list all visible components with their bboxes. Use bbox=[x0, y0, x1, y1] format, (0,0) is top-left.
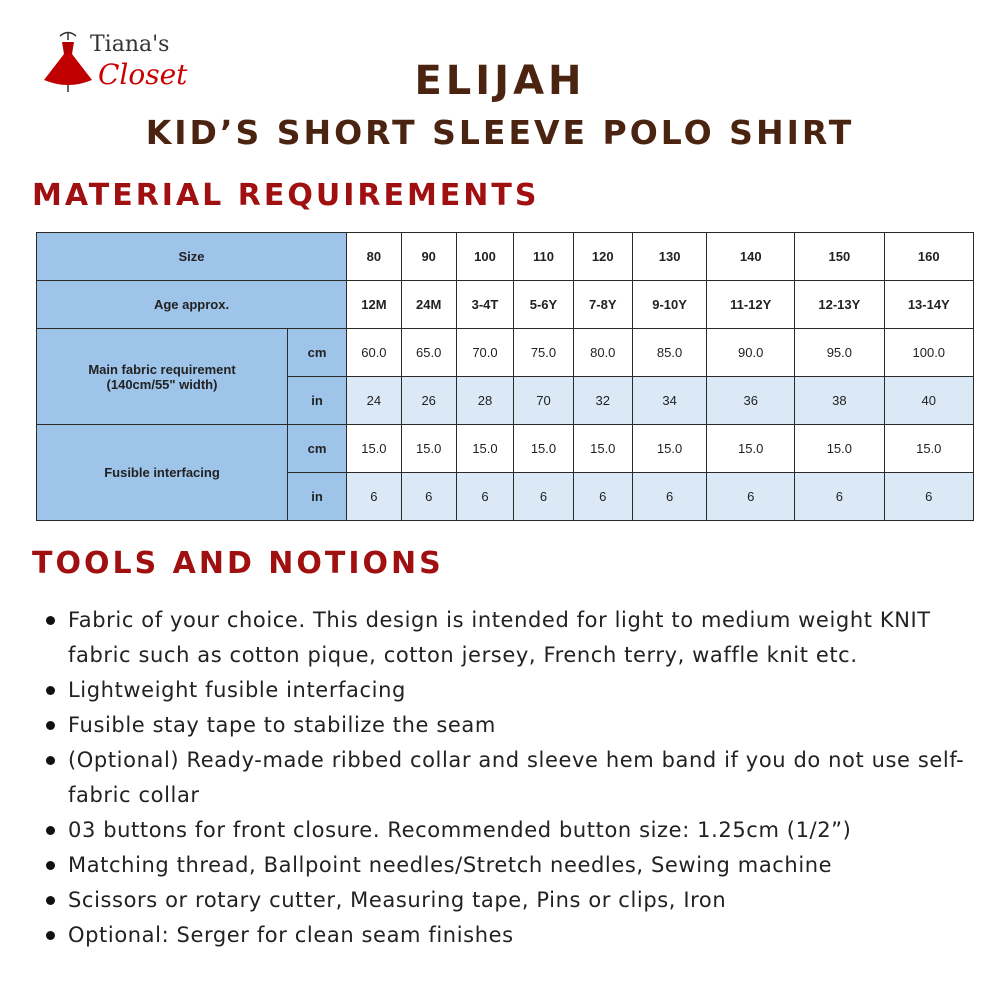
interfacing-cm-cell: 15.0 bbox=[514, 425, 573, 473]
list-item bbox=[38, 813, 968, 848]
main-fabric-cm-cell: 90.0 bbox=[707, 329, 795, 377]
main-fabric-label bbox=[37, 329, 288, 425]
size-cell: 130 bbox=[632, 233, 706, 281]
main-fabric-cm-cell: 65.0 bbox=[401, 329, 456, 377]
interfacing-cm-cell: 15.0 bbox=[632, 425, 706, 473]
main-fabric-label-line1: Main fabric requirement bbox=[88, 361, 236, 377]
main-fabric-in-cell: 40 bbox=[884, 377, 973, 425]
interfacing-label: Fusible interfacing bbox=[37, 425, 288, 521]
list-item bbox=[38, 918, 968, 953]
bullet-icon bbox=[46, 686, 55, 695]
main-fabric-cm-cell: 75.0 bbox=[514, 329, 573, 377]
size-cell: 110 bbox=[514, 233, 573, 281]
list-item bbox=[38, 848, 968, 883]
age-cell: 9-10Y bbox=[632, 281, 706, 329]
list-item bbox=[38, 603, 968, 673]
main-fabric-in-cell: 24 bbox=[347, 377, 402, 425]
main-fabric-in-cell: 38 bbox=[795, 377, 884, 425]
tools-list bbox=[38, 603, 968, 953]
main-fabric-cm-row bbox=[37, 329, 974, 377]
bullet-icon bbox=[46, 616, 55, 625]
main-fabric-cm-cell: 70.0 bbox=[456, 329, 514, 377]
interfacing-cm-cell: 15.0 bbox=[456, 425, 514, 473]
bullet-icon bbox=[46, 861, 55, 870]
interfacing-cm-cell: 15.0 bbox=[795, 425, 884, 473]
list-item-text: Optional: Serger for clean seam finishes bbox=[68, 923, 514, 947]
main-fabric-in-cell: 26 bbox=[401, 377, 456, 425]
interfacing-in-cell: 6 bbox=[884, 473, 973, 521]
age-cell: 11-12Y bbox=[707, 281, 795, 329]
age-cell: 12-13Y bbox=[795, 281, 884, 329]
pattern-title: ELIJAH bbox=[414, 58, 586, 104]
age-cell: 7-8Y bbox=[573, 281, 632, 329]
list-item-text: Matching thread, Ballpoint needles/Stretch needles, Sewing machine bbox=[68, 853, 833, 877]
interfacing-cm-cell: 15.0 bbox=[707, 425, 795, 473]
interfacing-in-cell: 6 bbox=[456, 473, 514, 521]
interfacing-in-cell: 6 bbox=[707, 473, 795, 521]
size-cell: 80 bbox=[347, 233, 402, 281]
interfacing-cm-cell: 15.0 bbox=[573, 425, 632, 473]
main-fabric-in-cell: 28 bbox=[456, 377, 514, 425]
interfacing-cm-row bbox=[37, 425, 974, 473]
size-cell: 150 bbox=[795, 233, 884, 281]
main-fabric-in-cell: 70 bbox=[514, 377, 573, 425]
size-row bbox=[37, 233, 974, 281]
unit-cm: cm bbox=[288, 329, 347, 377]
size-cell: 90 bbox=[401, 233, 456, 281]
age-cell: 3-4T bbox=[456, 281, 514, 329]
interfacing-in-cell: 6 bbox=[401, 473, 456, 521]
list-item-text: 03 buttons for front closure. Recommended button size: 1.25cm (1/2”) bbox=[68, 818, 852, 842]
size-label: Size bbox=[37, 233, 347, 281]
unit-in: in bbox=[288, 473, 347, 521]
bullet-icon bbox=[46, 931, 55, 940]
main-fabric-cm-cell: 85.0 bbox=[632, 329, 706, 377]
unit-in: in bbox=[288, 377, 347, 425]
main-fabric-cm-cell: 100.0 bbox=[884, 329, 973, 377]
main-fabric-cm-cell: 80.0 bbox=[573, 329, 632, 377]
list-item bbox=[38, 743, 968, 813]
bullet-icon bbox=[46, 721, 55, 730]
main-fabric-label-line2: (140cm/55" width) bbox=[106, 376, 218, 392]
interfacing-in-cell: 6 bbox=[347, 473, 402, 521]
size-cell: 100 bbox=[456, 233, 514, 281]
interfacing-cm-cell: 15.0 bbox=[401, 425, 456, 473]
main-fabric-cm-cell: 95.0 bbox=[795, 329, 884, 377]
material-heading: MATERIAL REQUIREMENTS bbox=[32, 178, 540, 213]
age-row bbox=[37, 281, 974, 329]
age-cell: 24M bbox=[401, 281, 456, 329]
size-cell: 160 bbox=[884, 233, 973, 281]
main-fabric-in-cell: 32 bbox=[573, 377, 632, 425]
unit-cm: cm bbox=[288, 425, 347, 473]
age-cell: 5-6Y bbox=[514, 281, 573, 329]
age-cell: 13-14Y bbox=[884, 281, 973, 329]
main-fabric-cm-cell: 60.0 bbox=[347, 329, 402, 377]
main-fabric-in-cell: 36 bbox=[707, 377, 795, 425]
list-item bbox=[38, 883, 968, 918]
bullet-icon bbox=[46, 826, 55, 835]
interfacing-cm-cell: 15.0 bbox=[884, 425, 973, 473]
interfacing-in-cell: 6 bbox=[573, 473, 632, 521]
interfacing-in-cell: 6 bbox=[514, 473, 573, 521]
list-item bbox=[38, 708, 968, 743]
size-cell: 120 bbox=[573, 233, 632, 281]
list-item-text: Scissors or rotary cutter, Measuring tape, Pins or clips, Iron bbox=[68, 888, 727, 912]
logo-text-top: Tiana's bbox=[90, 32, 170, 57]
list-item bbox=[38, 673, 968, 708]
interfacing-in-cell: 6 bbox=[795, 473, 884, 521]
material-table bbox=[36, 232, 974, 521]
list-item-text: Lightweight fusible interfacing bbox=[68, 678, 406, 702]
main-fabric-in-cell: 34 bbox=[632, 377, 706, 425]
size-cell: 140 bbox=[707, 233, 795, 281]
logo-text-bottom: Closet bbox=[98, 58, 188, 91]
pattern-subtitle: KID’S SHORT SLEEVE POLO SHIRT bbox=[145, 113, 855, 152]
bullet-icon bbox=[46, 756, 55, 765]
tools-heading: TOOLS AND NOTIONS bbox=[32, 546, 444, 581]
interfacing-cm-cell: 15.0 bbox=[347, 425, 402, 473]
age-cell: 12M bbox=[347, 281, 402, 329]
list-item-text: Fabric of your choice. This design is intended for light to medium weight KNIT fabric such as cotton pique, cotton jersey, French terry, waffle knit etc. bbox=[68, 608, 931, 667]
age-label: Age approx. bbox=[37, 281, 347, 329]
list-item-text: Fusible stay tape to stabilize the seam bbox=[68, 713, 496, 737]
list-item-text: (Optional) Ready-made ribbed collar and sleeve hem band if you do not use self-fabric collar bbox=[68, 748, 965, 807]
interfacing-in-cell: 6 bbox=[632, 473, 706, 521]
bullet-icon bbox=[46, 896, 55, 905]
